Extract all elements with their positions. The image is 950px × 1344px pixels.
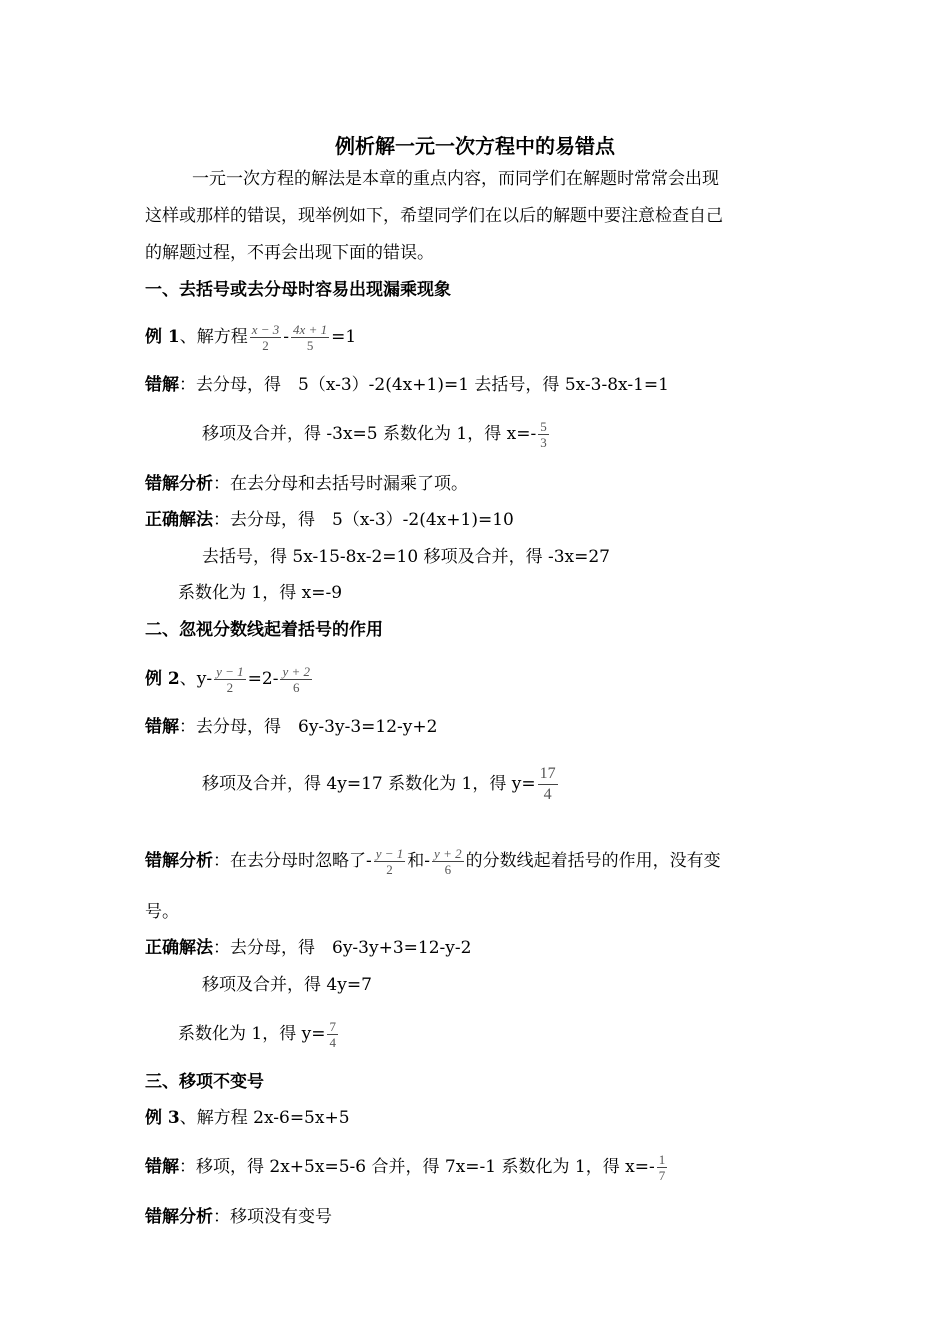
wrong-solution-1-line-2: 移项及合并，得 -3x=5 系数化为 1，得 x=- $\frac{5}{3}$ <box>202 419 547 450</box>
fraction: $\frac{x - 3}{2}$ <box>251 322 280 353</box>
fraction: $\frac{4x + 1}{5}$ <box>293 322 328 353</box>
wrong-label: 错解 <box>145 1157 179 1177</box>
analysis-label: 错解分析 <box>145 1207 213 1227</box>
fraction: $\frac{7}{4}$ <box>329 1019 336 1050</box>
analysis-1: 错解分析：在去分母和去括号时漏乘了项。 <box>145 474 468 494</box>
wrong-label: 错解 <box>145 375 179 395</box>
example-3: 例 3、解方程 2x-6=5x+5 <box>145 1108 350 1128</box>
wrong-label: 错解 <box>145 717 179 737</box>
example-label: 例 3 <box>145 1108 180 1128</box>
intro-line-1: 一元一次方程的解法是本章的重点内容，而同学们在解题时常常会出现 <box>192 169 719 189</box>
example-1: 例 1、解方程 $\frac{x - 3}{2}$ - $\frac{4x + 1}{5}$ =1 <box>145 322 357 353</box>
fraction: $\frac{5}{3}$ <box>540 419 547 450</box>
analysis-2: 错解分析：在去分母时忽略了- $\frac{y - 1}{2}$ 和- $\frac{y + 2}{6}$ 的分数线起着括号的作用，没有变 <box>145 846 721 877</box>
correct-solution-1-line-2: 去括号，得 5x-15-8x-2=10 移项及合并，得 -3x=27 <box>202 547 610 567</box>
analysis-2-wrap: 号。 <box>145 902 179 922</box>
correct-solution-1-line-1: 正确解法：去分母，得 5（x-3）-2(4x+1)=10 <box>145 510 514 530</box>
fraction: $\frac{y - 1}{2}$ <box>375 846 404 877</box>
correct-label: 正确解法 <box>145 938 213 958</box>
correct-label: 正确解法 <box>145 510 213 530</box>
section-2-heading: 二、忽视分数线起着括号的作用 <box>145 620 383 640</box>
analysis-3: 错解分析：移项没有变号 <box>145 1207 332 1227</box>
analysis-label: 错解分析 <box>145 851 213 871</box>
example-label: 例 1 <box>145 327 180 347</box>
correct-solution-2-line-3: 系数化为 1，得 y= $\frac{7}{4}$ <box>178 1019 336 1050</box>
fraction: $\frac{y + 2}{6}$ <box>282 664 311 695</box>
wrong-solution-2-line-2: 移项及合并，得 4y=17 系数化为 1，得 y= $\frac{17}{4}$ <box>202 765 556 803</box>
section-3-heading: 三、移项不变号 <box>145 1072 264 1092</box>
correct-solution-1-line-3: 系数化为 1，得 x=-9 <box>178 583 343 603</box>
fraction: $\frac{17}{4}$ <box>539 765 556 803</box>
intro-line-3: 的解题过程，不再会出现下面的错误。 <box>145 243 434 263</box>
example-text: 、解方程 <box>179 327 248 347</box>
page-title: 例析解一元一次方程中的易错点 <box>335 134 615 158</box>
wrong-solution-1-line-1: 错解：去分母，得 5（x-3）-2(4x+1)=1 去括号，得 5x-3-8x-1=1 <box>145 375 669 395</box>
example-2: 例 2、y- $\frac{y - 1}{2}$ =2- $\frac{y + 2}{6}$ <box>145 664 311 695</box>
wrong-solution-3: 错解：移项，得 2x+5x=5-6 合并，得 7x=-1 系数化为 1，得 x=- $\frac{1}{7}$ <box>145 1152 666 1183</box>
intro-line-2: 这样或那样的错误，现举例如下，希望同学们在以后的解题中要注意检查自己 <box>145 206 723 226</box>
fraction: $\frac{1}{7}$ <box>658 1152 666 1183</box>
example-label: 例 2 <box>145 669 180 689</box>
correct-solution-2-line-2: 移项及合并，得 4y=7 <box>202 975 372 995</box>
analysis-label: 错解分析 <box>145 474 213 494</box>
correct-solution-2-line-1: 正确解法：去分母，得 6y-3y+3=12-y-2 <box>145 938 472 958</box>
section-1-heading: 一、去括号或去分母时容易出现漏乘现象 <box>145 280 451 300</box>
fraction: $\frac{y - 1}{2}$ <box>216 664 244 695</box>
wrong-solution-2-line-1: 错解：去分母，得 6y-3y-3=12-y+2 <box>145 717 438 737</box>
fraction: $\frac{y + 2}{6}$ <box>434 846 462 877</box>
